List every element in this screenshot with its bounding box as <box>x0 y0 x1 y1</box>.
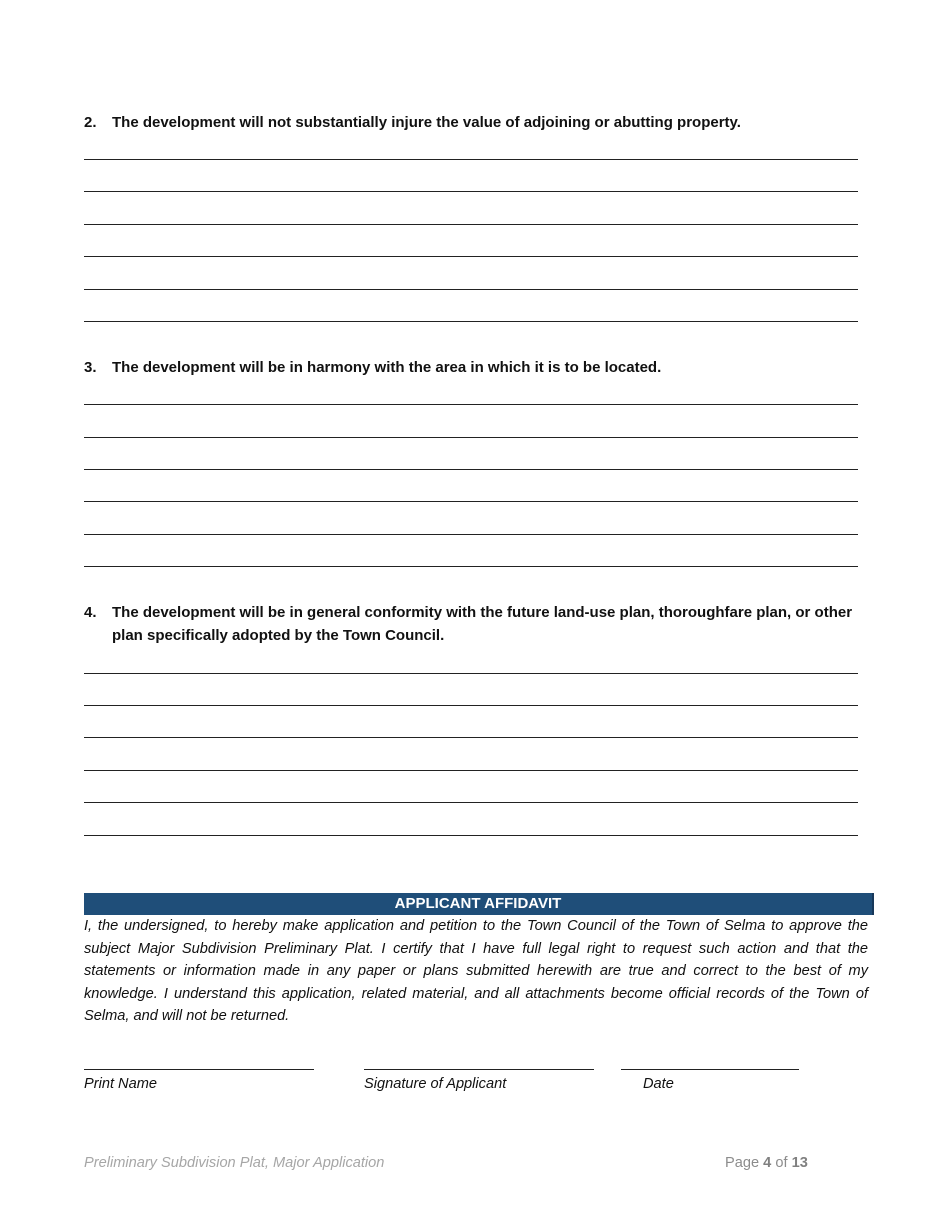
answer-line[interactable] <box>84 802 858 803</box>
page-current: 4 <box>763 1155 772 1171</box>
answer-line[interactable] <box>84 673 858 674</box>
date-label: Date <box>643 1076 674 1092</box>
question-3 <box>84 356 864 379</box>
question-number: 4. <box>84 604 97 621</box>
signature-label: Signature of Applicant <box>364 1076 507 1092</box>
page-number <box>725 1154 808 1172</box>
page-of: of <box>775 1155 788 1171</box>
answer-line[interactable] <box>84 705 858 706</box>
answer-line[interactable] <box>84 224 858 225</box>
page-total: 13 <box>791 1155 808 1171</box>
question-2 <box>84 111 864 134</box>
answer-line[interactable] <box>84 501 858 502</box>
print-name-line[interactable] <box>84 1069 314 1070</box>
answer-line[interactable] <box>84 737 858 738</box>
answer-line[interactable] <box>84 437 858 438</box>
answer-line[interactable] <box>84 191 858 192</box>
affidavit-body: I, the undersigned, to hereby make application and petition to the Town Council of the Town of Selma to approve the subject Major Subdivision Preliminary Plat. I certify that I have full legal right to request such action and that the statements or information made in any paper or plans submitted herewith are true and correct to the best of my knowledge. I understand this application, related material, and all attachments become official records of the Town of Selma, and will not be returned. <box>84 918 868 1025</box>
answer-line[interactable] <box>84 469 858 470</box>
answer-line[interactable] <box>84 321 858 322</box>
footer-document-title: Preliminary Subdivision Plat, Major Application <box>84 1155 385 1171</box>
answer-line[interactable] <box>84 404 858 405</box>
answer-line[interactable] <box>84 159 858 160</box>
answer-line[interactable] <box>84 770 858 771</box>
answer-line[interactable] <box>84 256 858 257</box>
question-number: 2. <box>84 114 97 131</box>
print-name-label: Print Name <box>84 1076 157 1092</box>
affidavit-header: APPLICANT AFFIDAVIT <box>84 893 874 915</box>
question-text: The development will not substantially injure the value of adjoining or abutting property. <box>112 114 741 131</box>
answer-line[interactable] <box>84 289 858 290</box>
page-word: Page <box>725 1155 760 1171</box>
question-text: The development will be in harmony with the area in which it is to be located. <box>112 359 662 376</box>
answer-line[interactable] <box>84 566 858 567</box>
question-4 <box>84 601 864 647</box>
answer-line[interactable] <box>84 835 858 836</box>
answer-line[interactable] <box>84 534 858 535</box>
question-text: The development will be in general conformity with the future land-use plan, thoroughfare plan, or other plan specifically adopted by the Town Council. <box>112 604 853 644</box>
date-line[interactable] <box>621 1069 799 1070</box>
signature-line[interactable] <box>364 1069 594 1070</box>
question-number: 3. <box>84 359 97 376</box>
